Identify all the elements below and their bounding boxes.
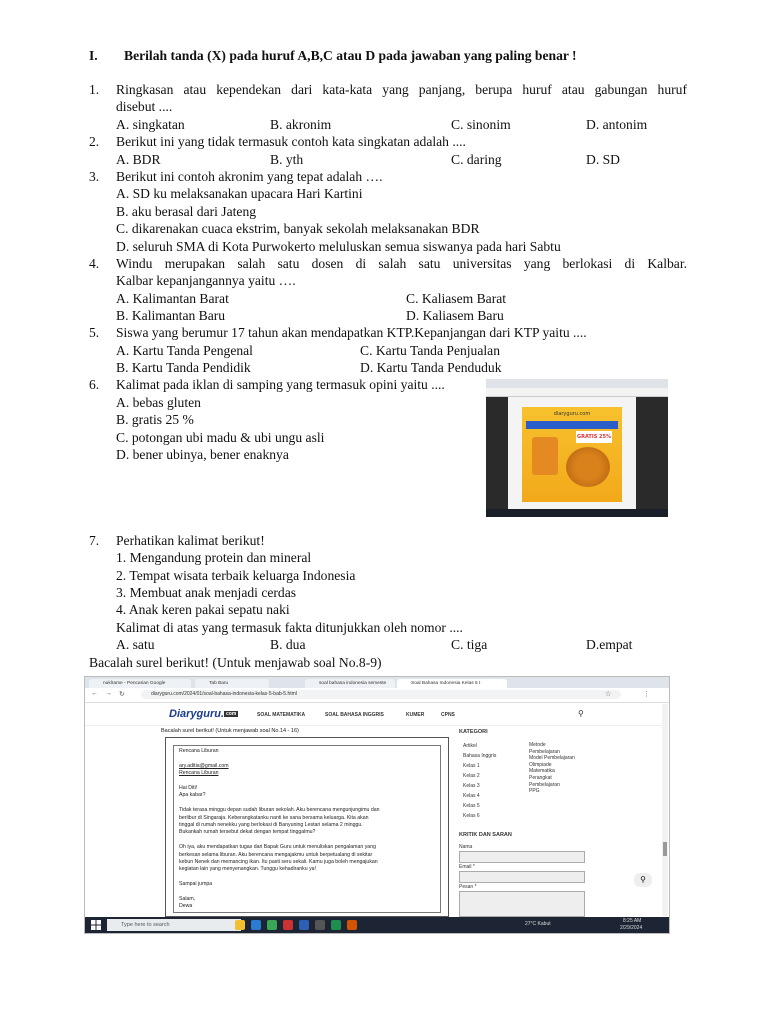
q6-option-b: B. gratis 25 %: [116, 412, 194, 427]
q3-number: 3.: [89, 169, 100, 184]
clock-time: 8:25 AM: [623, 918, 642, 924]
email-screenshot: [84, 676, 670, 934]
kategori-link[interactable]: Kelas 6: [463, 813, 480, 819]
q4-text-line1: Windu merupakan salah satu dosen di salah satu universitas yang berlokasi di Kalbar.: [116, 256, 687, 271]
q6-text: Kalimat pada iklan di samping yang termasuk opini yaitu ....: [116, 377, 445, 392]
excel-icon[interactable]: [331, 920, 341, 930]
email-line: Hai Diti!: [179, 785, 198, 791]
q4-option-d: D. Kaliasem Baru: [406, 308, 504, 323]
email-line: Dewa: [179, 903, 193, 910]
nama-label: Nama: [459, 844, 473, 850]
q1-text-line1: Ringkasan atau kependekan dari kata-kata yang panjang, berupa huruf atau gabungan huruf: [116, 82, 687, 97]
weather-text: 27°C Kabut: [525, 921, 551, 927]
browser-url-bar: [85, 688, 669, 703]
ad-address-bar: [486, 388, 668, 397]
q7-option-d: D.empat: [586, 637, 633, 652]
kategori-link[interactable]: Model Pembelajaran: [529, 755, 575, 762]
kategori-link[interactable]: PPG: [529, 788, 540, 795]
kategori-link[interactable]: Kelas 2: [463, 773, 480, 779]
q6-option-c: C. potongan ubi madu & ubi ungu asli: [116, 430, 325, 445]
email-line: kegiatan lain yang menyenangkan. Tunggu kehadiranku ya!: [179, 866, 316, 873]
q7-item: 4. Anak keren pakai sepatu naki: [116, 602, 290, 617]
email-label: Email *: [459, 864, 475, 870]
kategori-link[interactable]: Bahasa Inggris: [463, 753, 497, 759]
kategori-link[interactable]: Kelas 5: [463, 803, 480, 809]
site-logo[interactable]: [169, 708, 238, 720]
q7-item: 1. Mengandung protein dan mineral: [116, 550, 312, 565]
clock-date: 2/29/2024: [620, 925, 643, 931]
email-line: Tidak terasa minggu depan sudah liburan sekolah. Aku berencana mengunjungimu dan: [179, 807, 380, 814]
kategori-link[interactable]: Kelas 4: [463, 793, 480, 799]
q2-option-b: B. yth: [270, 152, 304, 167]
search-button[interactable]: ⚲: [634, 873, 652, 887]
email-line: Apa kabar?: [179, 792, 206, 799]
browser-tab-bar: [85, 677, 669, 688]
email-line: Rencana Liburan: [179, 770, 219, 777]
windows-start-icon[interactable]: [91, 920, 101, 930]
email-line: Salam,: [179, 896, 196, 902]
instruction: Bacalah surel berikut! (Untuk menjawab soal No.8-9): [89, 655, 382, 670]
pesan-field[interactable]: [459, 891, 585, 917]
kategori-link[interactable]: Olimpiade: [529, 761, 552, 768]
kritik-title: KRITIK DAN SARAN: [459, 832, 512, 838]
q4-text-line2: Kalbar kepanjangannya yaitu ….: [116, 273, 296, 288]
q4-option-b: B. Kalimantan Baru: [116, 308, 226, 323]
q1-option-d: D. antonim: [586, 117, 648, 132]
email-line: Bukankah rumah tersebut dekat dengan tempat tinggalmu?: [179, 829, 316, 836]
q6-number: 6.: [89, 377, 100, 392]
chrome-icon[interactable]: [267, 920, 277, 930]
taskbar-search-input[interactable]: Type here to search: [107, 919, 241, 931]
q1-option-c: C. sinonim: [451, 117, 511, 132]
ad-logo: diaryguru.com: [553, 411, 591, 417]
windows-taskbar: [85, 917, 669, 933]
email-line: Sampai jumpa: [179, 881, 213, 888]
q3-text: Berikut ini contoh akronim yang tepat adalah ….: [116, 169, 383, 184]
kategori-title: KATEGORI: [459, 729, 488, 735]
email-line: berlibur di Singaraja. Keberangkatanku nanti ke sana bersama keluarga. Kita akan: [179, 814, 369, 821]
q2-option-c: C. daring: [451, 152, 502, 167]
q4-number: 4.: [89, 256, 100, 271]
q5-text: Siswa yang berumur 17 tahun akan mendapatkan KTP.Kepanjangan dari KTP yaitu ....: [116, 325, 587, 340]
q7-option-a: A. satu: [116, 637, 155, 652]
email-subject-header: Rencana Liburan: [179, 748, 219, 754]
app-icon[interactable]: [283, 920, 293, 930]
q4-option-a: A. Kalimantan Barat: [116, 291, 229, 306]
ad-poster: [522, 407, 622, 502]
q7-option-b: B. dua: [270, 637, 306, 652]
kategori-link[interactable]: Artikel: [463, 743, 477, 749]
q1-text-line2: disebut ....: [116, 99, 173, 114]
section-number: I.: [89, 48, 98, 63]
email-line: Oh iya, aku mendapatkan tugas dari Bapak Guru untuk menuliskan pengalaman yang: [179, 844, 376, 851]
email-heading: Bacalah surel berikut! (Untuk menjawab soal No.14 - 16): [161, 728, 299, 734]
q1-option-a: A. singkatan: [116, 117, 185, 132]
menu-item[interactable]: SOAL MATEMATIKA: [257, 712, 306, 718]
file-explorer-icon[interactable]: [235, 920, 245, 930]
reload-icon[interactable]: ↻: [119, 691, 125, 698]
q2-text: Berikut ini yang tidak termasuk contoh kata singkatan adalah ....: [116, 134, 466, 149]
q3-option-b: B. aku berasal dari Jateng: [116, 204, 257, 219]
menu-item[interactable]: SOAL BAHASA INGGRIS: [325, 712, 384, 718]
q3-option-c: C. dikarenakan cuaca ekstrim, banyak sekolah melaksanakan BDR: [116, 221, 480, 236]
menu-item[interactable]: KUMER: [406, 712, 425, 718]
kategori-link[interactable]: Metode: [529, 742, 546, 748]
q6-option-d: D. bener ubinya, bener enaknya: [116, 447, 289, 462]
star-icon[interactable]: ☆: [605, 691, 612, 698]
q4-option-c: C. Kaliasem Barat: [406, 291, 507, 306]
email-line: kebun Nenek dan memancing ikan. Itu pasti seru sekali. Kamu juga boleh mengajukan: [179, 859, 378, 865]
powerpoint-icon[interactable]: [347, 920, 357, 930]
q5-option-d: D. Kartu Tanda Penduduk: [360, 360, 502, 375]
q1-number: 1.: [89, 82, 100, 97]
q7-item: 3. Membuat anak menjadi cerdas: [116, 585, 297, 600]
q5-option-b: B. Kartu Tanda Pendidik: [116, 360, 251, 375]
word-icon[interactable]: [299, 920, 309, 930]
pesan-label: Pesan *: [459, 884, 477, 890]
browser-tab[interactable]: nuklrame - Pencarian Google: [89, 679, 191, 688]
section-title: Berilah tanda (X) pada huruf A,B,C atau D pada jawaban yang paling benar !: [124, 48, 577, 63]
site-header: [85, 703, 669, 726]
menu-item[interactable]: CPNS: [441, 712, 455, 718]
browser-tab-active[interactable]: Soal Bahasa Indonesia Kelas 5 t: [397, 679, 507, 688]
search-icon[interactable]: ⚲: [578, 709, 584, 718]
back-icon[interactable]: ←: [91, 690, 98, 697]
forward-icon[interactable]: →: [105, 690, 112, 697]
email-sender-link[interactable]: ary.aditia@gmail.com: [179, 762, 229, 769]
q5-option-c: C. Kartu Tanda Penjualan: [360, 343, 500, 358]
ad-taskbar: [486, 509, 668, 517]
kategori-link[interactable]: Perangkat: [529, 775, 552, 781]
app-icon[interactable]: [315, 920, 325, 930]
site-logo-suffix: com: [226, 711, 237, 718]
menu-icon[interactable]: ⋮: [643, 691, 650, 698]
ad-discount-tag: GRATIS 25%: [576, 431, 612, 443]
q2-option-a: A. BDR: [116, 152, 161, 167]
q6-option-a: A. bebas gluten: [116, 395, 201, 410]
email-line: tinggal di rumah nenekku yang berlokasi di Banyuning Lestari selama 2 minggu.: [179, 822, 363, 828]
q7-question: Kalimat di atas yang termasuk fakta ditunjukkan oleh nomor ....: [116, 620, 463, 635]
q7-option-c: C. tiga: [451, 637, 488, 652]
q5-option-a: A. Kartu Tanda Pengenal: [116, 343, 253, 358]
q3-option-d: D. seluruh SMA di Kota Purwokerto meluluskan semua siswanya pada hari Sabtu: [116, 239, 561, 254]
q1-option-b: B. akronim: [270, 117, 332, 132]
email-line: berkesan selama liburan. Aku berencana mengajakmu untuk berpetualang di sekitar: [179, 851, 373, 858]
ad-product-package: [532, 437, 558, 475]
ad-product-bowl: [566, 447, 610, 487]
q2-number: 2.: [89, 134, 100, 149]
nama-field[interactable]: [459, 851, 585, 863]
browser-tab[interactable]: soal bahasa indonesia semeste: [305, 679, 395, 688]
ad-screenshot: [486, 379, 668, 517]
email-field[interactable]: [459, 871, 585, 883]
ad-browser-tabs: [486, 379, 668, 388]
url-input[interactable]: diaryguru.com/2024/01/soal-bahasa-indonesia-kelas-5-bab-5.html: [141, 690, 621, 699]
scrollbar-thumb[interactable]: [663, 842, 667, 856]
browser-tab[interactable]: Tab Baru: [195, 679, 269, 688]
q7-number: 7.: [89, 533, 100, 548]
kategori-link[interactable]: Kelas 1: [463, 763, 480, 769]
scrollbar[interactable]: [662, 704, 668, 916]
kategori-link[interactable]: Matematika: [529, 768, 555, 775]
q7-item: 2. Tempat wisata terbaik keluarga Indonesia: [116, 568, 356, 583]
site-logo-text: Diaryguru.: [169, 708, 225, 720]
kategori-link[interactable]: Pembelajaran: [529, 781, 560, 788]
kategori-link[interactable]: Pembelajaran: [529, 748, 560, 755]
q5-number: 5.: [89, 325, 100, 340]
ad-banner-strip: [526, 421, 618, 429]
kategori-link[interactable]: Kelas 3: [463, 783, 480, 789]
q3-option-a: A. SD ku melaksanakan upacara Hari Kartini: [116, 186, 363, 201]
edge-icon[interactable]: [251, 920, 261, 930]
q7-text: Perhatikan kalimat berikut!: [116, 533, 265, 548]
q2-option-d: D. SD: [586, 152, 620, 167]
